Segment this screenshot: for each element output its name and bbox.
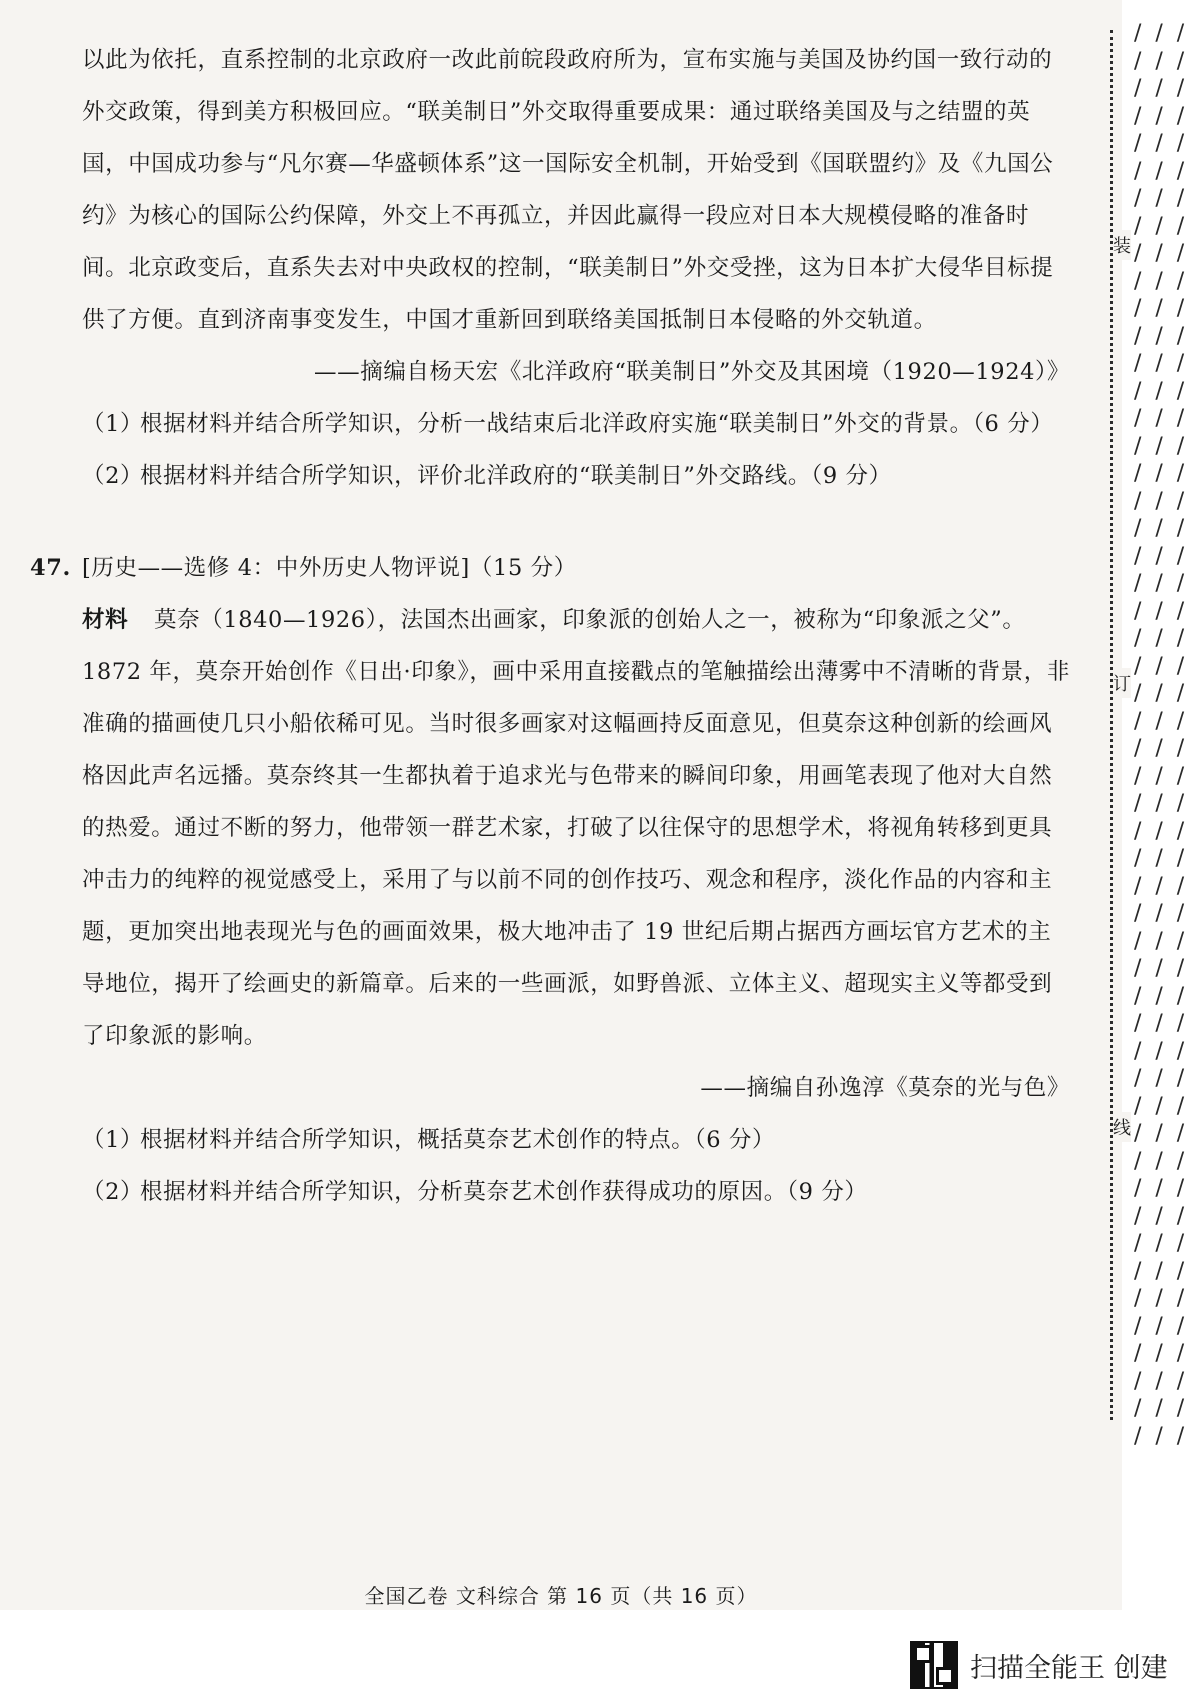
- question-number: （1）: [82, 411, 144, 437]
- page-footer: 全国乙卷 文科综合 第 16 页（共 16 页）: [364, 1584, 758, 1608]
- question-text: 根据材料并结合所学知识，评价北洋政府的“联美制日”外交路线。（9 分）: [140, 463, 892, 489]
- material-46-continued: 以此为依托，直系控制的北京政府一改此前皖段政府所为，宣布实施与美国及协约国一致行动的外交政策，得到美方积极回应。“联美制日”外交取得重要成果：通过联络美国及与之结盟的英国，中国成功参与“凡尔赛—华盛顿体系”这一国际安全机制，开始受到《国联盟约》及《九国公约》为核心的国际公约保障，外交上不再孤立，并因此赢得一段应对日本大规模侵略的准备时间。北京政变后，直系失去对中央政权的控制，“联美制日”外交受挫，这为日本扩大侵华目标提供了方便。直到济南事变发生，中国才重新回到联络美国抵制日本侵略的外交轨道。: [82, 47, 1054, 333]
- page-content: [30, 34, 1072, 1218]
- question-47-1: [82, 1114, 1072, 1166]
- binding-mark-xian: 线: [1113, 1112, 1131, 1142]
- question-47-title: [历史——选修 4：中外历史人物评说]（15 分）: [82, 555, 577, 581]
- scanner-watermark-text: 扫描全能王 创建: [970, 1652, 1168, 1684]
- question-text: 根据材料并结合所学知识，分析莫奈艺术创作获得成功的原因。（9 分）: [140, 1179, 868, 1205]
- question-47-number: 47.: [30, 555, 71, 581]
- question-number: （2）: [82, 463, 144, 489]
- question-46-1: [82, 398, 1072, 450]
- binding-hatch-pattern: / / / / / / / / / / / / / / / / / / / / / / / / / / / / / / / / / / / / / / / / / / / / / / / / / / / / / / / / / / / / / / / / / / / / / / / / / / / / / / / / / / / / / / / / / / / / / / / / / / / / / / / / / / / / / / / / / / / / / / / / / / / / / / / / / / / / / / / / / / / / / / / / / / / / / / / / / / / /: [1134, 21, 1185, 1449]
- question-text: 根据材料并结合所学知识，概括莫奈艺术创作的特点。（6 分）: [140, 1127, 776, 1153]
- question-46-2: [82, 450, 1072, 502]
- source-46: ——摘编自杨天宏《北洋政府“联美制日”外交及其困境（1920—1924）》: [314, 359, 1070, 385]
- material-label: 材料: [82, 607, 129, 633]
- question-47-heading: [30, 542, 1072, 594]
- material-47: [82, 594, 1072, 1062]
- question-number: （1）: [82, 1127, 144, 1153]
- source-47: ——摘编自孙逸淳《莫奈的光与色》: [700, 1075, 1070, 1101]
- section-gap: [82, 502, 1072, 542]
- material-47-text: 莫奈（1840—1926），法国杰出画家，印象派的创始人之一，被称为“印象派之父”。1872 年，莫奈开始创作《日出·印象》，画中采用直接戳点的笔触描绘出薄雾中不清晰的背景，非准确的描画使几只小船依稀可见。当时很多画家对这幅画持反面意见，但莫奈这种创新的绘画风格因此声名远播。莫奈终其一生都执着于追求光与色带来的瞬间印象，用画笔表现了他对大自然的热爱。通过不断的努力，他带领一群艺术家，打破了以往保守的思想学术，将视角转移到更具冲击力的纯粹的视觉感受上，采用了与以前不同的创作技巧、观念和程序，淡化作品的内容和主题，更加突出地表现光与色的画面效果，极大地冲击了 19 世纪后期占据西方画坛官方艺术的主导地位，揭开了绘画史的新篇章。后来的一些画派，如野兽派、立体主义、超现实主义等都受到了印象派的影响。: [82, 607, 1070, 1049]
- question-text: 根据材料并结合所学知识，分析一战结束后北洋政府实施“联美制日”外交的背景。（6 分）: [140, 411, 1054, 437]
- question-47-2: [82, 1166, 1072, 1218]
- qr-code-icon: [910, 1641, 958, 1689]
- scanner-watermark: [910, 1640, 1168, 1690]
- question-number: （2）: [82, 1179, 144, 1205]
- binding-mark-ding: 订: [1113, 668, 1131, 698]
- binding-mark-zhuang: 装: [1113, 230, 1131, 260]
